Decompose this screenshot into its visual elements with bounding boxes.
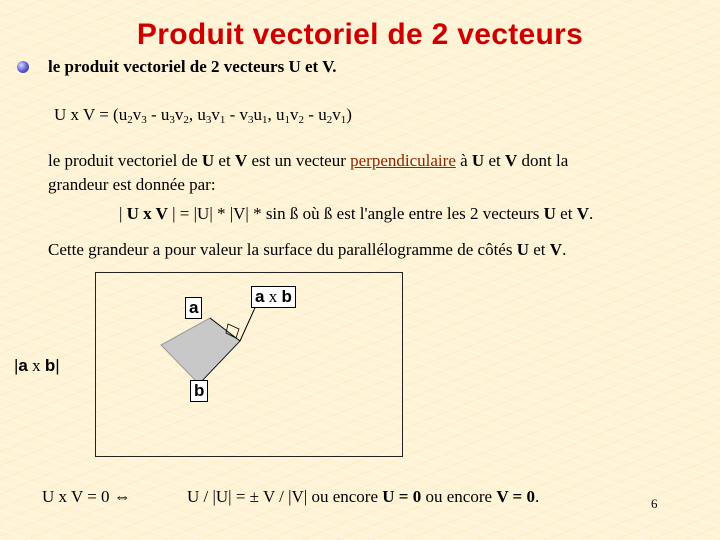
label-magnitude-a-cross-b: |a x b| <box>14 356 60 375</box>
label-b: b <box>190 380 208 402</box>
page-number: 6 <box>651 496 658 511</box>
perpendiculaire-link[interactable]: perpendiculaire <box>350 151 456 170</box>
bullet-icon <box>17 61 29 73</box>
label-a-cross-b: a x b <box>251 286 296 308</box>
surface-paragraph: Cette grandeur a pour valeur la surface du parallélogramme de côtés U et V. <box>48 240 567 259</box>
definition-paragraph-line2: grandeur est donnée par: <box>48 175 216 194</box>
collinear-condition: U / |U| = ± V / |V| ou encore U = 0 ou encore V = 0. <box>187 487 540 506</box>
magnitude-formula: | U x V | = |U| * |V| * sin ß où ß est l'angle entre les 2 vecteurs U et V. <box>119 204 594 223</box>
definition-paragraph: le produit vectoriel de U et V est un vecteur perpendiculaire à U et V dont la <box>48 151 569 170</box>
cross-product-formula: U x $V = (u_2v_3 - u_3v_2$, $u_3v_1 - v_3u_1$, $u_1v_2 - u_2v_1$) <box>54 105 352 126</box>
parallelogram-diagram <box>95 272 403 457</box>
slide-title: Produit vectoriel de 2 vecteurs <box>136 18 584 51</box>
label-a: a <box>185 297 202 319</box>
bullet-text: le produit vectoriel de 2 vecteurs U et V. <box>48 57 337 76</box>
zero-condition: U x V = 0 ⇔ <box>42 487 131 506</box>
parallelogram-shape <box>161 318 240 384</box>
